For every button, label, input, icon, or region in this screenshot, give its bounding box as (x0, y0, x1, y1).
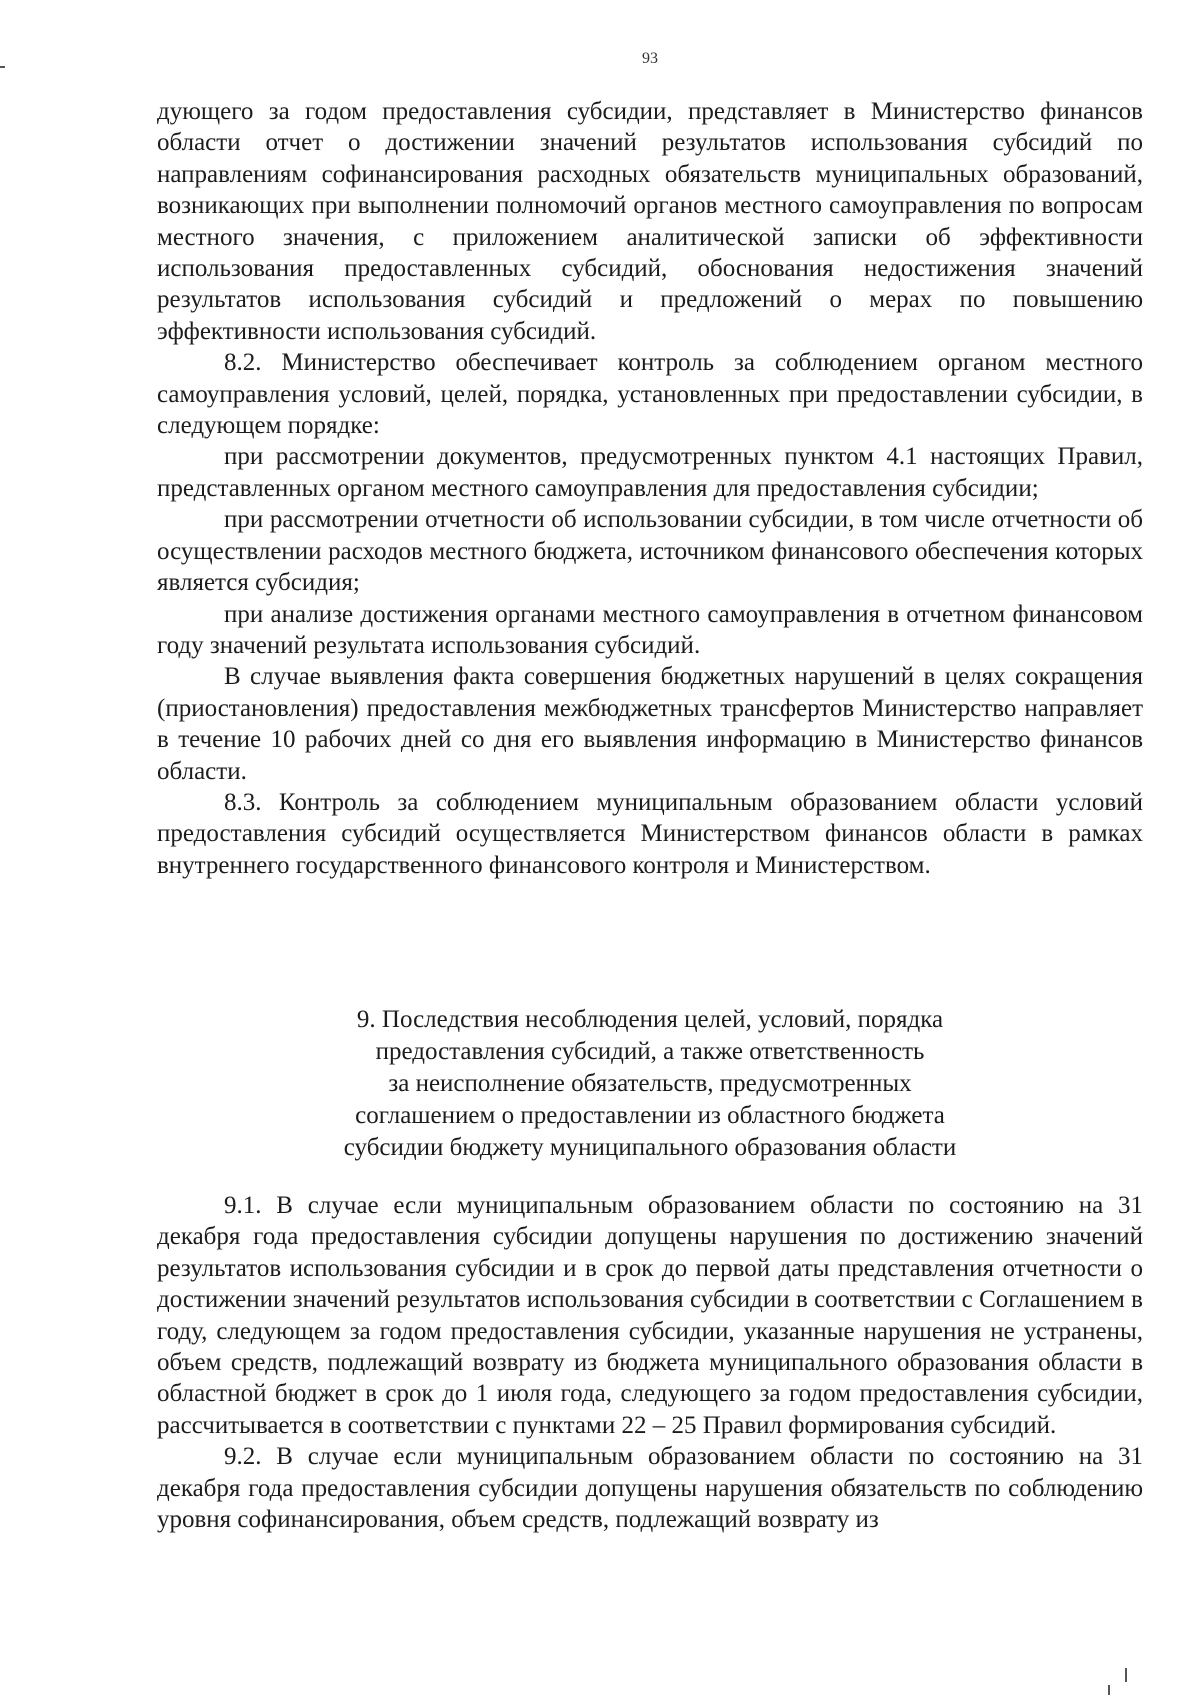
section-heading-line: соглашением о предоставлении из областного бюджета (355, 1102, 945, 1129)
bottom-text-block (157, 1190, 1143, 1535)
paragraph-list-item-1: при рассмотрении документов, предусмотренных пунктом 4.1 настоящих Правил, представленных органом местного самоуправления для предоставления субсидии; (157, 443, 1143, 502)
page-number: 93 (642, 50, 658, 67)
paragraph-violations: В случае выявления факта совершения бюджетных нарушений в целях сокращения (приостановления) предоставления межбюджетных трансфертов Министерство направляет в течение 10 рабочих дней со дня его выявления информацию в Министерство финансов области. (157, 663, 1143, 785)
paragraph-8-3: 8.3. Контроль за соблюдением муниципальным образованием области условий предоставления субсидий осуществляется Министерством финансов области в рамках внутреннего государственного финансового контроля и Министерством. (157, 788, 1143, 879)
section-heading-line: за неисполнение обязательств, предусмотренных (388, 1070, 912, 1097)
paragraph-9-2: 9.2. В случае если муниципальным образованием области по состоянию на 31 декабря года предоставления субсидии допущены нарушения обязательств по соблюдению уровня софинансирования, объем средств, подлежащий возврату из (157, 1443, 1143, 1534)
paragraph-continuation: дующего за годом предоставления субсидии, представляет в Министерство финансов области отчет о достижении значений результатов использования субсидий по направлениям софинансирования расходных обязательств муниципальных образований, возникающих при выполнении полномочий органов местного самоуправления по вопросам местного значения, с приложением аналитической записки об эффективности использования предоставленных субсидий, обоснования недостижения значений результатов использования субсидий и предложений о мерах по повышению эффективности использования субсидий. (157, 98, 1143, 345)
paragraph-list-item-2: при рассмотрении отчетности об использовании субсидии, в том числе отчетности об осуществлении расходов местного бюджета, источником финансового обеспечения которых является субсидия; (157, 506, 1143, 597)
section-heading-line: субсидии бюджету муниципального образования области (343, 1134, 957, 1161)
paragraph-list-item-3: при анализе достижения органами местного самоуправления в отчетном финансовом году значений результата использования субсидий. (157, 600, 1143, 659)
section-heading-line: предоставления субсидий, а также ответственность (375, 1038, 925, 1065)
scan-artifact-mark (1108, 1685, 1110, 1695)
section-heading (157, 1004, 1143, 1164)
scan-artifact-mark (0, 66, 5, 68)
top-text-block (157, 96, 1143, 881)
scan-artifact-mark (1125, 1668, 1127, 1682)
paragraph-8-2: 8.2. Министерство обеспечивает контроль за соблюдением органом местного самоуправления условий, целей, порядка, установленных при предоставлении субсидии, в следующем порядке: (157, 349, 1143, 440)
section-heading-line: 9. Последствия несоблюдения целей, условий, порядка (356, 1006, 944, 1033)
paragraph-9-1: 9.1. В случае если муниципальным образованием области по состоянию на 31 декабря года предоставления субсидии допущены нарушения по достижению значений результатов использования субсидии и в срок до первой даты представления отчетности о достижении значений результатов использования субсидии в соответствии с Соглашением в году, следующем за годом предоставления субсидии, указанные нарушения не устранены, объем средств, подлежащий возврату из бюджета муниципального образования области в областной бюджет в срок до 1 июля года, следующего за годом предоставления субсидии, рассчитывается в соответствии с пунктами 22 – 25 Правил формирования субсидий. (157, 1192, 1143, 1439)
